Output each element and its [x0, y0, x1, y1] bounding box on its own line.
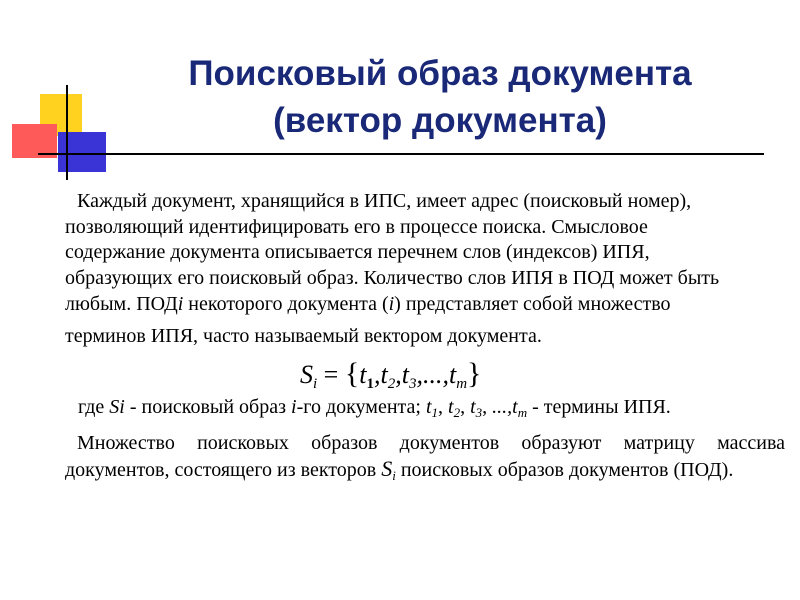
- formula-t2: t: [380, 360, 388, 389]
- formula-tm-sub: m: [456, 376, 468, 392]
- where-sep-1: ,: [438, 396, 449, 418]
- formula-eq: =: [317, 360, 345, 389]
- where-t3-sub: 3: [475, 405, 483, 420]
- title-underline: [38, 153, 764, 155]
- formula-s: S: [300, 360, 313, 389]
- where-tm-sub: m: [517, 405, 528, 420]
- where-c: -го документа;: [296, 396, 426, 418]
- formula-t3: t: [401, 360, 409, 389]
- where-sep-2: ,: [460, 396, 471, 418]
- where-t1-sub: 1: [431, 405, 439, 420]
- paragraph-1-line-4: образующих его поисковый образ. Количество слов ИПЯ в ПОД может быть: [65, 267, 720, 290]
- p1l5-i2: i: [388, 292, 395, 315]
- where-tm: t: [512, 396, 518, 418]
- where-a: где: [78, 396, 110, 418]
- paragraph-1-line-1: Каждый документ, хранящийся в ИПС, имеет адрес (поисковый номер),: [77, 190, 692, 212]
- formula-t1-sub: 1: [366, 376, 374, 392]
- paragraph-1-line-2: позволяющий идентифицировать его в процессе поиска. Смысловое: [65, 215, 648, 238]
- formula-close-brace: }: [467, 357, 482, 390]
- slide-title: [110, 50, 770, 144]
- formula-t3-sub: 3: [408, 376, 417, 392]
- formula-s-sub: i: [313, 376, 318, 392]
- formula-comma-3: ,: [416, 360, 423, 389]
- paragraph-1-line-5: [65, 292, 785, 318]
- paragraph-2: [65, 430, 785, 489]
- paragraph-1-line-3: содержание документа описывается перечнем слов (индексов) ИПЯ,: [65, 241, 650, 264]
- where-t2-sub: 2: [453, 405, 461, 420]
- where-t1: t: [425, 396, 432, 418]
- title-line-2: (вектор документа): [273, 101, 607, 140]
- formula-t1: t: [359, 360, 367, 389]
- p1l5-i: i: [177, 292, 184, 315]
- where-d: - термины ИПЯ.: [527, 396, 671, 418]
- formula-open-brace: {: [344, 357, 360, 390]
- where-dots: ...,: [492, 396, 513, 418]
- p1l5-a: любым. ПОД: [65, 292, 178, 315]
- where-line: [78, 396, 671, 421]
- formula-comma-1: ,: [373, 360, 381, 389]
- formula-dots: ...,: [422, 360, 449, 389]
- where-si: Si: [109, 396, 125, 418]
- p2-b: поисковых образов документов (ПОД).: [395, 459, 734, 481]
- title-line-1: Поисковый образ документа: [188, 54, 692, 93]
- formula-t2-sub: 2: [387, 376, 396, 392]
- p2-s: S: [381, 456, 393, 481]
- where-t3: t: [470, 396, 476, 418]
- formula-comma-2: ,: [395, 360, 402, 389]
- paragraph-1-line-6: терминов ИПЯ, часто называемый вектором документа.: [65, 324, 542, 347]
- where-b: - поисковый образ: [124, 396, 292, 418]
- decor-vertical-line: [66, 85, 68, 180]
- where-t2: t: [448, 396, 454, 418]
- p2-a: Множество поисковых образов документов образуют матрицу массива документов, состоящего из векторов: [65, 432, 785, 481]
- where-i: i: [291, 396, 297, 418]
- p2-s-sub: i: [392, 468, 396, 483]
- p1l5-c: ) представляет собой множество: [394, 292, 671, 315]
- where-sep-3: ,: [482, 396, 493, 418]
- formula-tm: t: [448, 360, 457, 389]
- paragraph-1: [65, 189, 785, 349]
- formula-si: [300, 357, 481, 393]
- p1l5-b: некоторого документа (: [183, 292, 389, 315]
